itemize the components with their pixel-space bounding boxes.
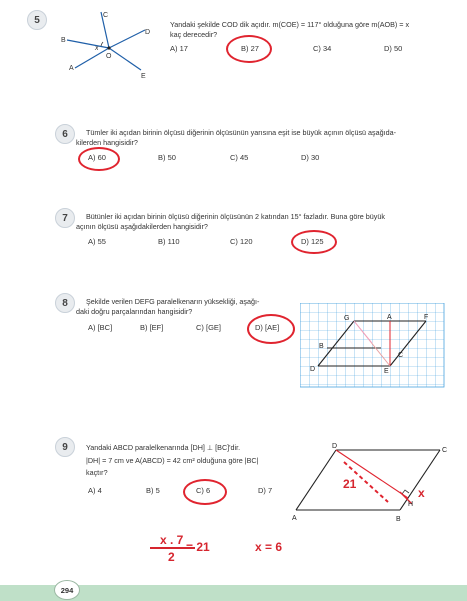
question-number: 7	[55, 208, 75, 228]
option-c[interactable]: C) 6	[196, 486, 211, 495]
ray-oe	[109, 48, 141, 70]
label-a: A	[292, 515, 297, 522]
side-cb	[400, 450, 440, 510]
label-b: B	[61, 37, 66, 44]
option-a[interactable]: A) 55	[88, 237, 106, 246]
question-number: 9	[55, 437, 75, 457]
label-e: E	[141, 73, 146, 80]
ray-od	[109, 30, 145, 48]
option-d[interactable]: D) 7	[258, 486, 273, 495]
question-text-line1: Şekilde verilen DEFG paralelkenarın yüksekliği, aşağı-	[86, 297, 260, 306]
question-text-line2: |DH| = 7 cm ve A(ABCD) = 42 cm² olduğuna göre |BC|	[86, 456, 259, 465]
handwritten-equals-21: = 21	[186, 540, 210, 554]
label-o: O	[106, 53, 112, 60]
question-number: 6	[55, 124, 75, 144]
question-number: 5	[27, 10, 47, 30]
label-a: A	[69, 65, 74, 72]
option-d[interactable]: D) 50	[384, 44, 403, 53]
label-d: D	[332, 443, 338, 450]
question-text-line2: daki doğru parçalarından hangisidir?	[76, 307, 193, 316]
answer-circle	[78, 147, 120, 171]
label-c: C	[442, 447, 448, 454]
label-g: G	[344, 315, 350, 322]
option-b[interactable]: B) 110	[158, 237, 180, 246]
option-a[interactable]: A) 17	[170, 44, 188, 53]
question-number: 8	[55, 293, 75, 313]
answer-circle	[226, 35, 272, 63]
angle-x-arc	[101, 42, 103, 46]
label-c: C	[103, 12, 109, 19]
answer-circle	[247, 314, 295, 344]
label-x: x	[95, 45, 99, 52]
handwritten-fraction-numerator: x . 7	[160, 533, 184, 547]
option-d[interactable]: D) 30	[301, 153, 320, 162]
label-a: A	[387, 314, 392, 321]
grid-figure	[300, 303, 448, 393]
option-c[interactable]: C) [GE]	[196, 323, 222, 332]
option-a[interactable]: A) 4	[88, 486, 102, 495]
angle-figure	[55, 8, 155, 80]
option-b[interactable]: B) 5	[146, 486, 160, 495]
question-text-line1: Tümler iki açıdan birinin ölçüsü diğerinin ölçüsünün yarısına eşit ise büyük açının ölçüsü aşağıda-	[86, 128, 397, 137]
option-d[interactable]: D) 125	[301, 237, 324, 246]
option-d[interactable]: D) [AE]	[255, 323, 280, 332]
handwritten-answer: x = 6	[255, 540, 283, 554]
question-text-line1: Yandaki şekilde COD dik açıdır. m(COE) = 117° olduğuna göre m(AOB) = x	[170, 20, 410, 29]
question-text-line2: kaç derecedir?	[170, 30, 218, 39]
handwritten-fraction-denominator: 2	[168, 550, 175, 564]
question-text-line1: Bütünler iki açıdan birinin ölçüsü diğerinin ölçüsünün 2 katından 15° fazladır. Buna göre büyük	[86, 212, 385, 221]
option-a[interactable]: A) [BC]	[88, 323, 113, 332]
option-a[interactable]: A) 60	[88, 153, 106, 162]
question-text-line1: Yandaki ABCD paralelkenarında [DH] ⊥ [BC]'dir.	[86, 443, 241, 452]
label-d: D	[145, 29, 151, 36]
option-c[interactable]: C) 34	[313, 44, 332, 53]
label-d: D	[310, 366, 316, 373]
page-number: 294	[54, 580, 80, 600]
label-b: B	[319, 343, 324, 350]
question-text-line3: kaçtır?	[86, 468, 108, 477]
point-o	[107, 46, 110, 49]
right-angle-mark	[402, 490, 409, 494]
option-b[interactable]: B) 27	[241, 44, 259, 53]
side-ad	[296, 450, 336, 510]
option-b[interactable]: B) [EF]	[140, 323, 164, 332]
answer-circle	[291, 230, 337, 254]
ray-oa	[75, 48, 109, 68]
option-b[interactable]: B) 50	[158, 153, 176, 162]
question-text-line2: açının ölçüsü aşağıdakilerden hangisidir?	[76, 222, 208, 231]
label-h: H	[408, 501, 414, 508]
handwritten-21: 21	[343, 477, 357, 491]
label-c: C	[398, 352, 404, 359]
question-text-line2: kilerden hangisidir?	[76, 138, 138, 147]
answer-circle	[183, 479, 227, 505]
label-f: F	[424, 314, 429, 321]
parallelogram-figure	[288, 440, 458, 530]
option-c[interactable]: C) 45	[230, 153, 249, 162]
label-e: E	[384, 368, 389, 375]
option-c[interactable]: C) 120	[230, 237, 253, 246]
ray-ob	[67, 40, 109, 48]
label-b: B	[396, 516, 401, 523]
handwritten-x: x	[418, 486, 425, 500]
